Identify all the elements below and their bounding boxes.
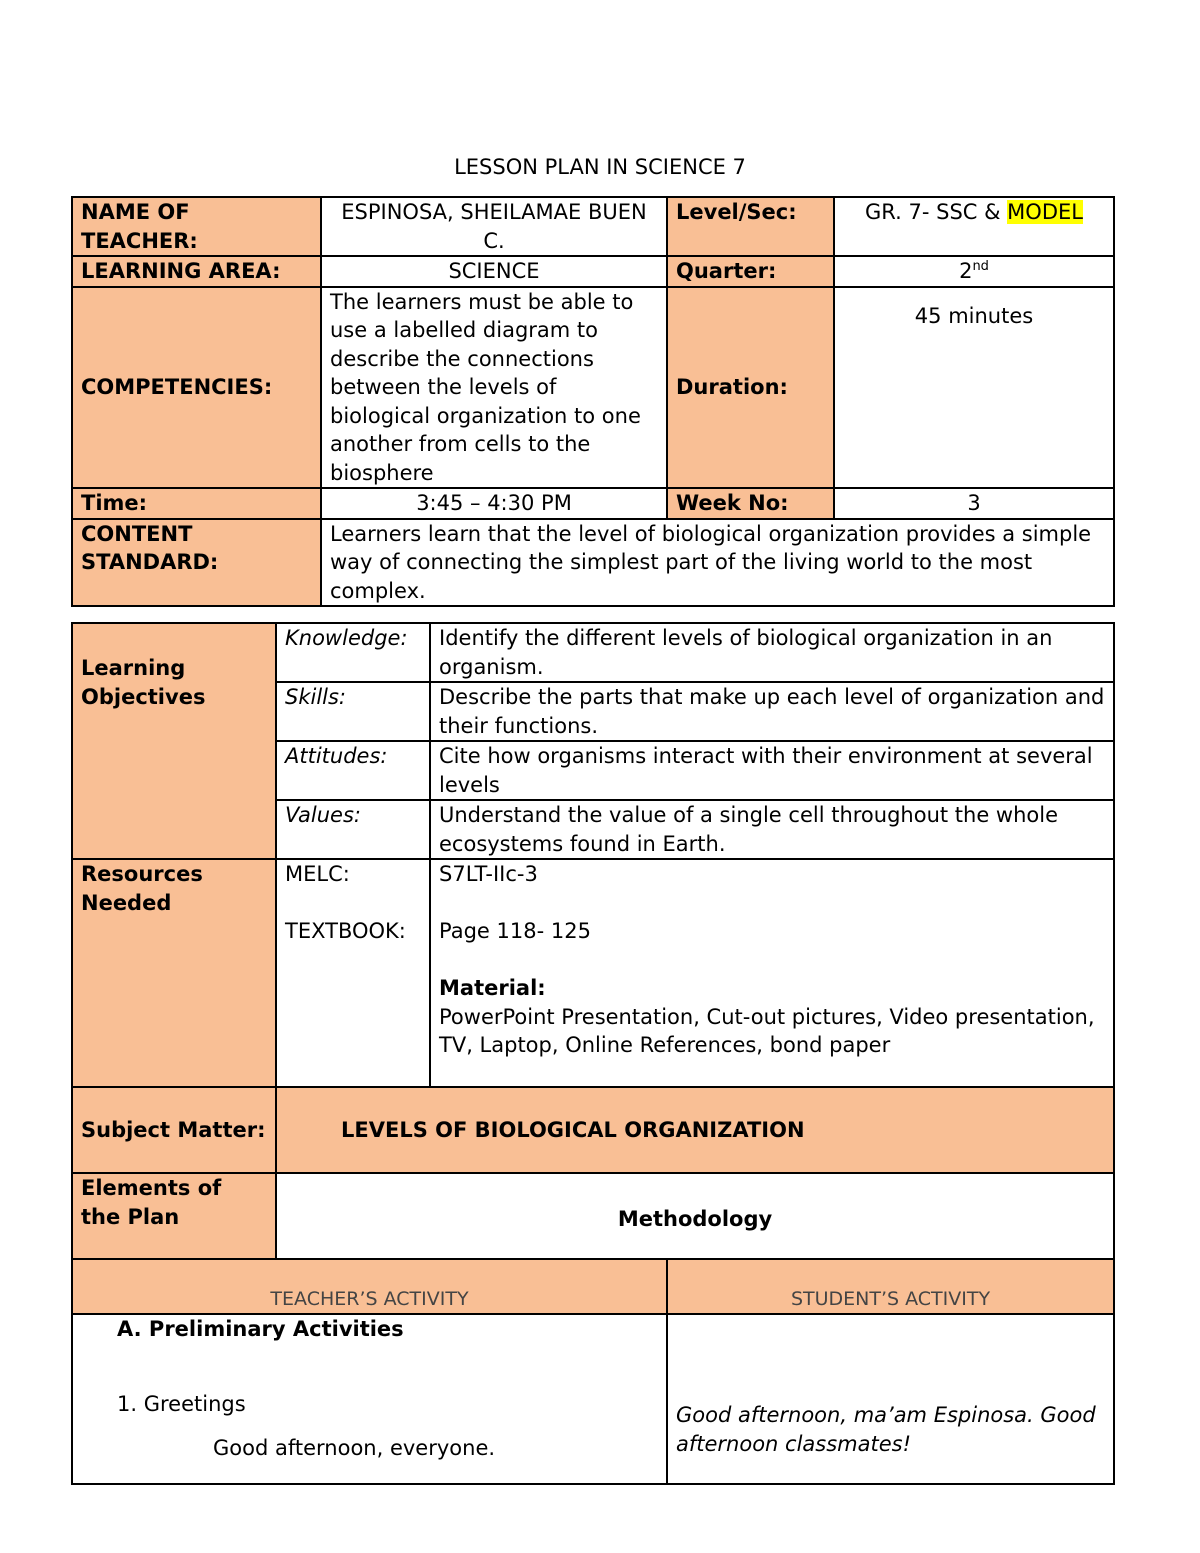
quarter-suffix: nd <box>972 259 989 274</box>
objectives-table <box>71 622 1115 1263</box>
week-value: 3 <box>834 488 1114 519</box>
objective-text: Describe the parts that make up each level of organization and their functions. <box>430 682 1114 741</box>
objective-label: Skills: <box>276 682 430 741</box>
objectives-label: Learning Objectives <box>72 623 276 859</box>
week-label: Week No: <box>667 488 834 519</box>
resources-values <box>430 859 1114 1087</box>
time-value: 3:45 – 4:30 PM <box>321 488 667 519</box>
preliminary-activities-title: A. Preliminary Activities <box>117 1317 404 1341</box>
subject-matter-label: Subject Matter: <box>72 1087 276 1173</box>
activities-table <box>71 1258 1115 1485</box>
teacher-greeting: Good afternoon, everyone. <box>213 1436 496 1460</box>
competencies-label: COMPETENCIES: <box>72 287 321 489</box>
material-value: PowerPoint Presentation, Cut-out pictures, Video presentation, TV, Laptop, Online References, bond paper <box>439 1004 1095 1057</box>
textbook-label: TEXTBOOK: <box>285 919 406 943</box>
subject-matter-value: LEVELS OF BIOLOGICAL ORGANIZATION <box>276 1087 1114 1173</box>
melc-value: S7LT-IIc-3 <box>439 862 538 886</box>
level-label: Level/Sec: <box>667 197 834 256</box>
student-activity-header: STUDENT’S ACTIVITY <box>667 1259 1114 1314</box>
elements-label: Elements of the Plan <box>72 1173 276 1262</box>
greetings-item: 1. Greetings <box>117 1391 246 1416</box>
quarter-label: Quarter: <box>667 256 834 287</box>
teacher-activity-header: TEACHER’S ACTIVITY <box>72 1259 667 1314</box>
level-value-prefix: GR. 7- SSC & <box>865 200 1008 224</box>
objective-text: Understand the value of a single cell throughout the whole ecosystems found in Earth. <box>430 800 1114 859</box>
area-value: SCIENCE <box>321 256 667 287</box>
methodology-heading: Methodology <box>276 1173 1114 1262</box>
textbook-value: Page 118- 125 <box>439 919 591 943</box>
objective-text: Identify the different levels of biological organization in an organism. <box>430 623 1114 682</box>
duration-label: Duration: <box>667 287 834 489</box>
teacher-activity-cell <box>72 1314 667 1484</box>
level-value <box>834 197 1114 256</box>
name-value: ESPINOSA, SHEILAMAE BUEN C. <box>321 197 667 256</box>
competencies-value: The learners must be able to use a labelled diagram to describe the connections between the levels of biological organization to one another from cells to the biosphere <box>321 287 667 489</box>
content-standard-label: CONTENT STANDARD: <box>72 519 321 607</box>
duration-value: 45 minutes <box>834 287 1114 489</box>
name-label: NAME OF TEACHER: <box>72 197 321 256</box>
level-value-highlight: MODEL <box>1007 200 1083 224</box>
objective-label: Attitudes: <box>276 741 430 800</box>
material-label: Material: <box>439 976 546 1000</box>
resources-keys <box>276 859 430 1087</box>
objective-text: Cite how organisms interact with their environment at several levels <box>430 741 1114 800</box>
page-title: LESSON PLAN IN SCIENCE 7 <box>454 155 746 179</box>
content-standard-value: Learners learn that the level of biological organization provides a simple way of connecting the simplest part of the living world to the most complex. <box>321 519 1114 607</box>
objective-label: Knowledge: <box>276 623 430 682</box>
quarter-value <box>834 256 1114 287</box>
time-label: Time: <box>72 488 321 519</box>
area-label: LEARNING AREA: <box>72 256 321 287</box>
student-greeting: Good afternoon, ma’am Espinosa. Good afternoon classmates! <box>667 1314 1114 1484</box>
melc-label: MELC: <box>285 862 350 886</box>
quarter-number: 2 <box>959 259 973 283</box>
header-table <box>71 196 1115 607</box>
resources-label: Resources Needed <box>72 859 276 1087</box>
objective-label: Values: <box>276 800 430 859</box>
